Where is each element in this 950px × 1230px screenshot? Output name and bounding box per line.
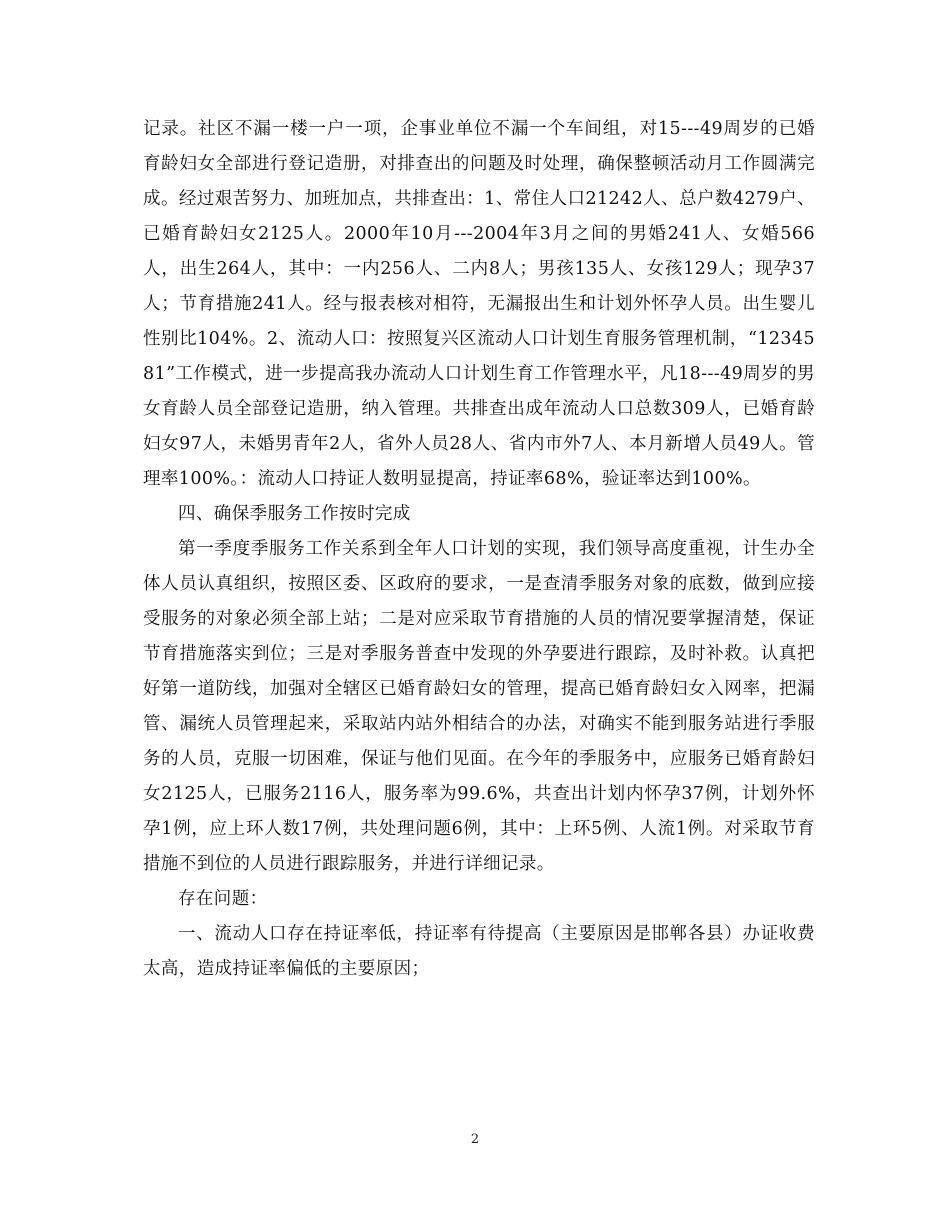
- paragraph-season-service: 第一季度季服务工作关系到全年人口计划的实现，我们领导高度重视，计生办全体人员认真组织，按照区委、区政府的要求，一是查清季服务对象的底数，做到应接受服务的对象必须全部上站；二是对应采取节育措施的人员的情况要掌握清楚，保证节育措施落实到位；三是对季服务普查中发现的外孕要进行跟踪，及时补救。认真把好第一道防线，加强对全辖区已婚育龄妇女的管理，提高已婚育龄妇女入网率，把漏管、漏统人员管理起来，采取站内站外相结合的办法，对确实不能到服务站进行季服务的人员，克服一切困难，保证与他们见面。在今年的季服务中，应服务已婚育龄妇女2125人，已服务2116人，服务率为99.6%，共查出计划内怀孕37例，计划外怀孕1例，应上环人数17例，共处理问题6例，其中：上环5例、人流1例。对采取节育措施不到位的人员进行跟踪服务，并进行详细记录。: [143, 539, 815, 874]
- section-heading-four: 四、确保季服务工作按时完成: [178, 504, 411, 524]
- paragraph-continuation: 记录。社区不漏一楼一户一项，企事业单位不漏一个车间组，对15---49周岁的已婚育龄妇女全部进行登记造册，对排查出的问题及时处理，确保整顿活动月工作圆满完成。经过艰苦努力、加班加点，共排查出：1、常住人口21242人、总户数4279户、已婚育龄妇女2125人。2000年10月---2004年3月之间的男婚241人、女婚566人，出生264人，其中：一内256人、二内8人；男孩135人、女孩129人；现孕37人；节育措施241人。经与报表核对相符，无漏报出生和计划外怀孕人员。出生婴儿性别比104%。2、流动人口：按照复兴区流动人口计划生育服务管理机制，“1234581”工作模式，进一步提高我办流动人口计划生育工作管理水平，凡18---49周岁的男女育龄人员全部登记造册，纳入管理。共排查出成年流动人口总数309人，已婚育龄妇女97人，未婚男青年2人，省外人员28人、省内市外7人、本月新增人员49人。管理率100%。：流动人口持证人数明显提高，持证率68%，验证率达到100%。: [143, 119, 815, 489]
- problems-heading: 存在问题：: [178, 889, 268, 909]
- page-number: 2: [470, 1132, 480, 1147]
- document-body: [143, 112, 815, 987]
- paragraph-problem-one: 一、流动人口存在持证率低，持证率有待提高（主要原因是邯郸各县）办证收费太高，造成持证率偏低的主要原因；: [143, 924, 815, 979]
